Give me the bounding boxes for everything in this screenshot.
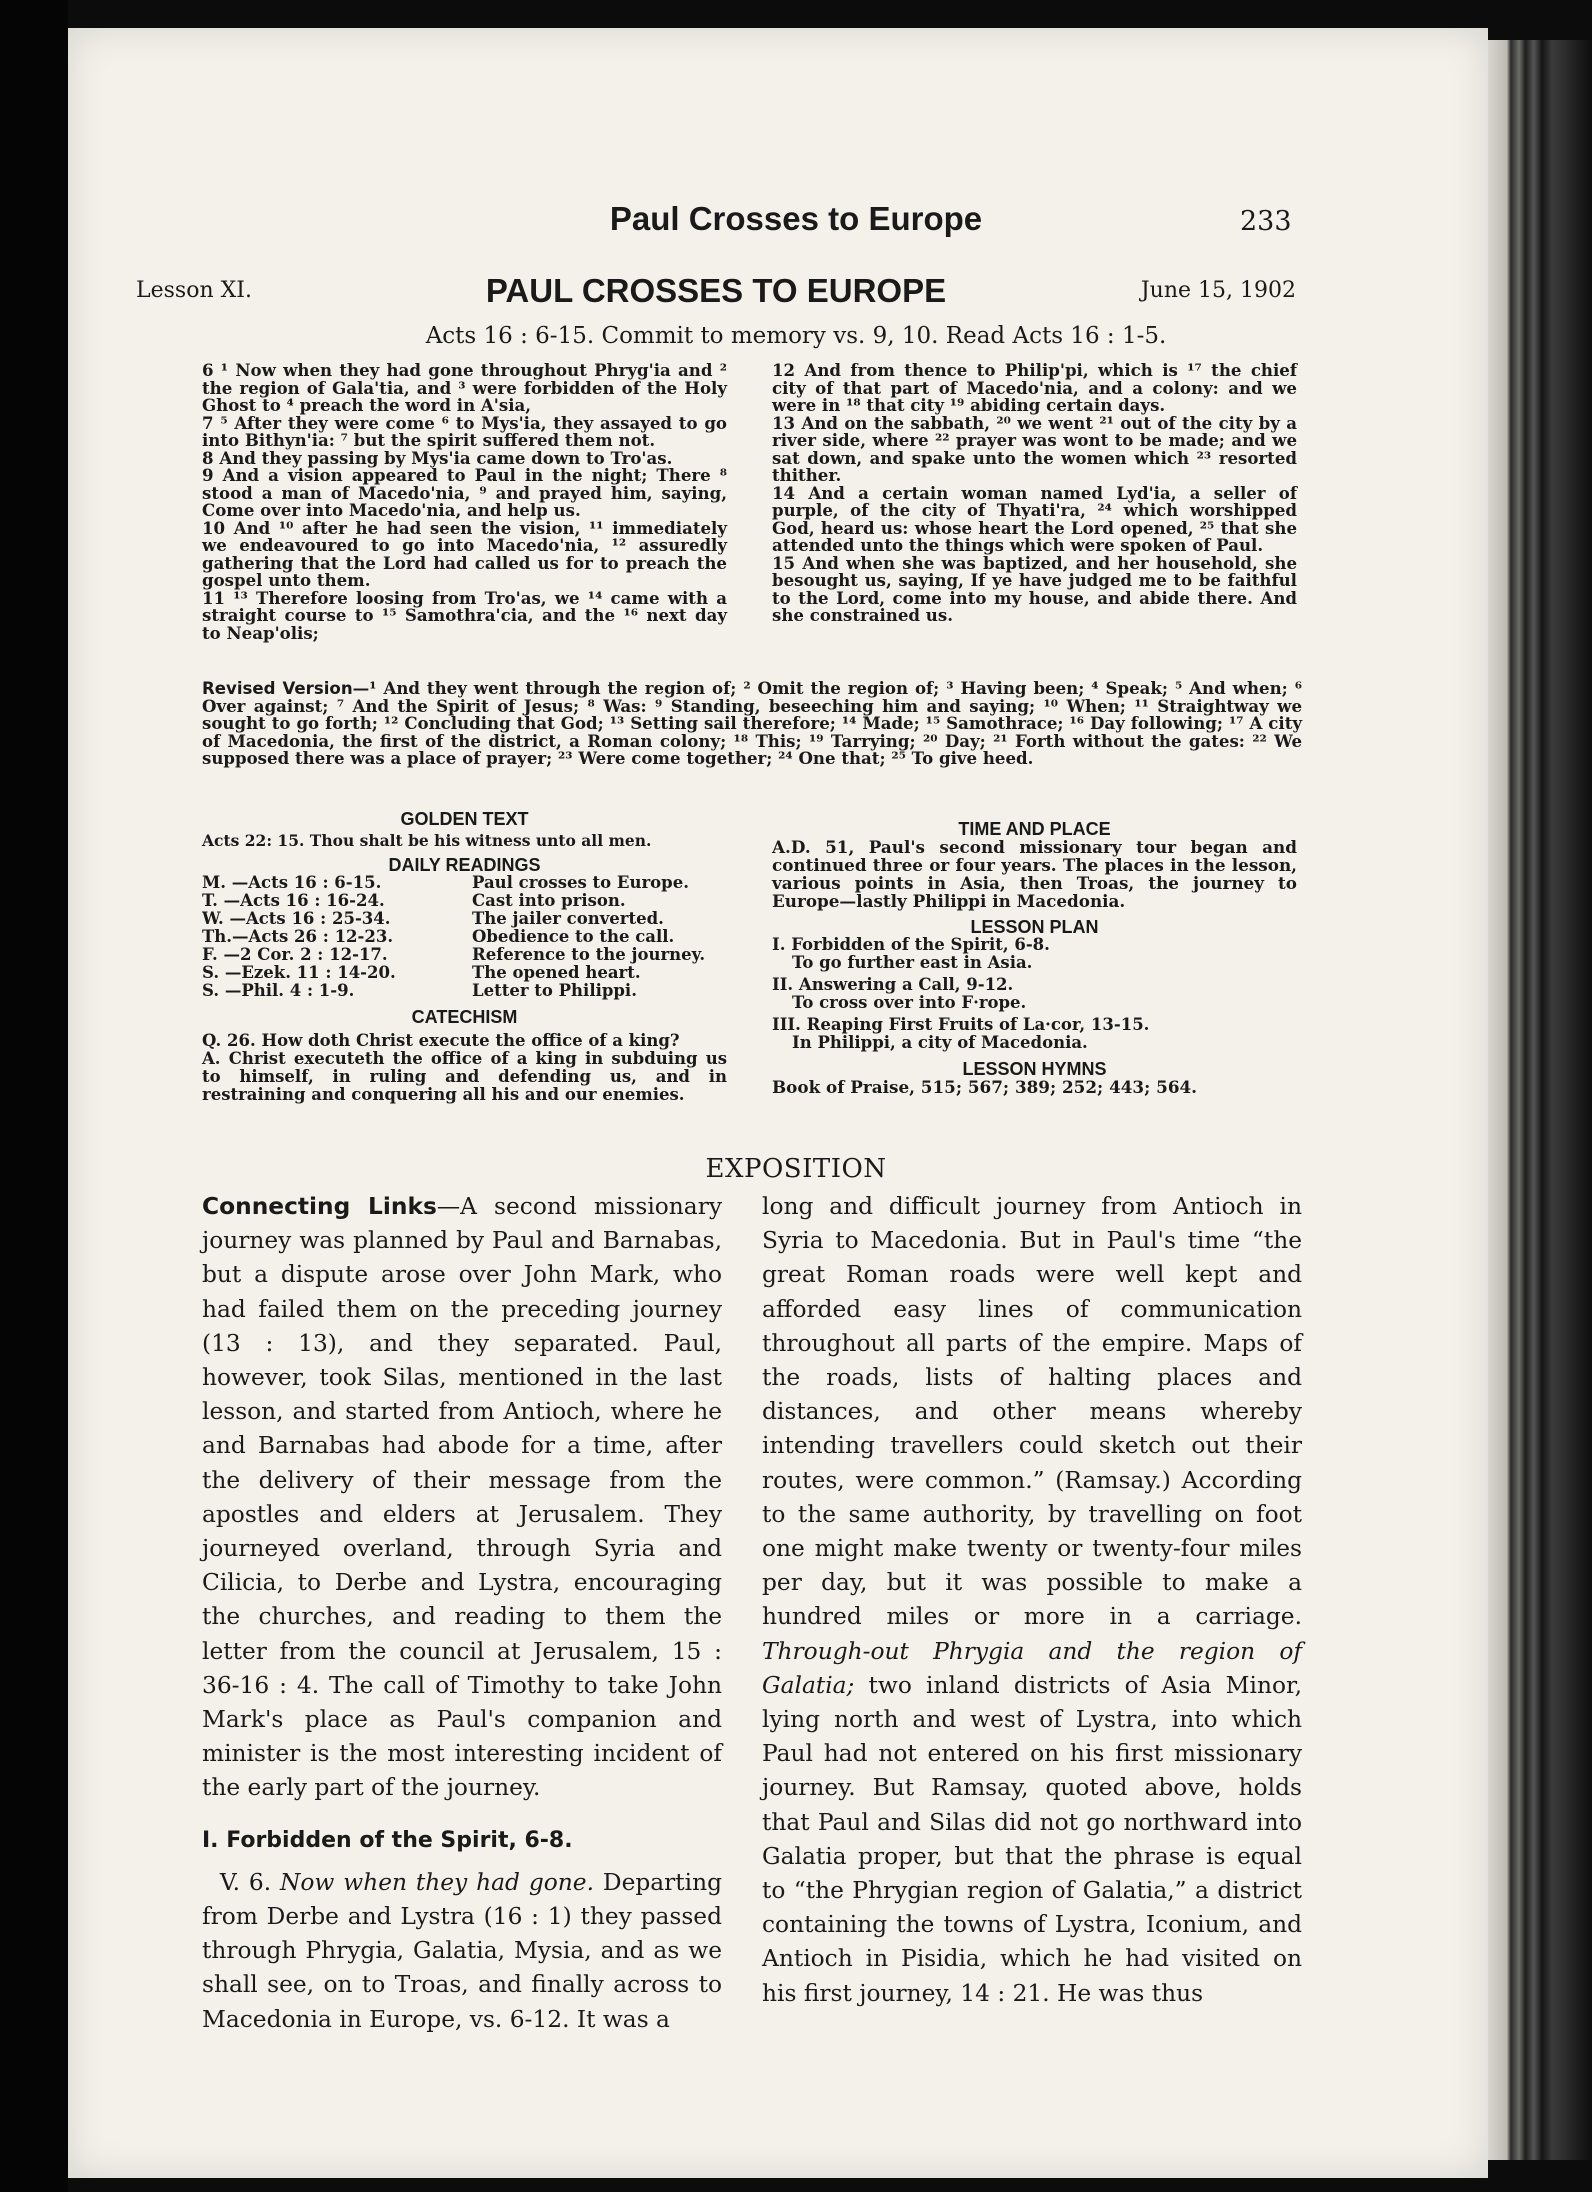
catechism-answer: A. Christ executeth the office of a king in subduing us to himself, in ruling and defending us, and in restraining and conquering all his and our enemies. — [202, 1049, 727, 1104]
verse: 7 ⁵ After they were come ⁶ to Mys'ia, they assayed to go into Bithyn'ia: ⁷ but the spirit suffered them not. — [202, 412, 727, 450]
connecting-links-paragraph — [202, 1190, 722, 1806]
plan-item: II. Answering a Call, 9-12. — [772, 975, 1014, 994]
reading-title: Obedience to the call. — [472, 927, 675, 946]
reading-ref: W. —Acts 16 : 25-34. — [202, 909, 391, 928]
scripture-left-column — [202, 362, 727, 642]
time-place-heading: TIME AND PLACE — [958, 819, 1111, 839]
reading-title: Cast into prison. — [472, 891, 626, 910]
lesson-title-row — [136, 272, 1296, 322]
exposition-right-column — [762, 1190, 1302, 2011]
reading-title: Letter to Philippi. — [472, 981, 637, 1000]
plan-sub: To cross over into F·rope. — [792, 993, 1027, 1012]
reading-title: The opened heart. — [472, 963, 641, 982]
revised-version-notes — [202, 680, 1302, 768]
plan-sub: In Philippi, a city of Macedonia. — [792, 1033, 1088, 1052]
verse-6-paragraph — [202, 1866, 722, 2037]
page-number: 233 — [1240, 206, 1292, 237]
reading-ref: S. —Ezek. 11 : 14-20. — [202, 963, 396, 982]
exposition-left-column — [202, 1190, 722, 2037]
lesson-date: June 15, 1902 — [1140, 278, 1296, 303]
golden-text: Acts 22: 15. Thou shalt be his witness unto all men. — [202, 831, 652, 850]
reading-ref: M. —Acts 16 : 6-15. — [202, 873, 382, 892]
connecting-links-text: —A second missionary journey was planned by Paul and Barnabas, but a dispute arose over John Mark, who had failed them on the preceding journey (13 : 13), and they separated. Paul, however, took Silas, mentioned in the last lesson, and started from Antioch, where he and Barnabas had abode for a time, after the delivery of their message from the apostles and elders at Jerusalem. They journeyed overland, through Syria and Cilicia, to Derbe and Lystra, encouraging the churches, and reading to them the letter from the council at Jerusalem, 15 : 36-16 : 4. The call of Timothy to take John Mark's place as Paul's companion and minister is the most interesting incident of the early part of the journey. — [202, 1193, 722, 1802]
reading-title: Reference to the journey. — [472, 945, 706, 964]
exposition-italic: Through-out Phrygia and the region of Galatia; — [762, 1637, 1302, 1699]
book-spine-edge — [1488, 40, 1592, 2160]
running-head: Paul Crosses to Europe — [609, 200, 983, 237]
verse: 9 And a vision appeared to Paul in the night; There ⁸ stood a man of Macedo'nia, ⁹ and prayed him, saying, Come over into Macedo'nia, and help us. — [202, 465, 727, 520]
plan-item: III. Reaping First Fruits of La·cor, 13-15. — [772, 1015, 1150, 1034]
connecting-links-label: Connecting Links — [202, 1193, 437, 1220]
reading-ref: Th.—Acts 26 : 12-23. — [202, 927, 394, 946]
reading-title: Paul crosses to Europe. — [472, 873, 689, 892]
table-row — [202, 910, 705, 928]
time-place-text: A.D. 51, Paul's second missionary tour began and continued three or four years. The places in the lesson, various points in Asia, then Troas, the journey to Europe—lastly Philippi in Macedonia. — [772, 837, 1297, 911]
plan-item: I. Forbidden of the Spirit, 6-8. — [772, 935, 1050, 954]
reading-ref: F. —2 Cor. 2 : 12-17. — [202, 945, 388, 964]
lesson-title: PAUL CROSSES TO EUROPE — [485, 272, 947, 309]
exposition-heading: EXPOSITION — [705, 1154, 887, 1184]
table-row — [202, 982, 705, 1000]
exposition-text: two inland districts of Asia Minor, lying north and west of Lystra, into which Paul had not entered on his first missionary journey. But Ramsay, quoted above, holds that Paul and Silas did not go northward into Galatia proper, but that the phrase is equal to “the Phrygian region of Galatia,” a district containing the towns of Lystra, Iconium, and Antioch in Pisidia, which he had visited on his first journey, 14 : 21. He was thus — [762, 1671, 1302, 2007]
catechism-heading: CATECHISM — [411, 1007, 518, 1027]
revised-version-label: Revised Version — [202, 679, 353, 698]
scripture-right-column — [772, 362, 1297, 625]
verse-phrase: Now when they had gone. — [280, 1868, 594, 1896]
plan-sub: To go further east in Asia. — [792, 953, 1033, 972]
reading-ref: T. —Acts 16 : 16-24. — [202, 891, 385, 910]
reading-title: The jailer converted. — [472, 909, 664, 928]
table-row — [202, 964, 705, 982]
daily-readings-table — [202, 874, 705, 1000]
revised-version-text: —¹ And they went through the region of; ² Omit the region of; ³ Having been; ⁴ Speak; ⁵ And when; ⁶ Over against; ⁷ And the Spirit of Jesus; ⁸ Was: ⁹ Standing, beseeching him and saying; ¹⁰ When; ¹¹ Straightway we sought to go forth; ¹² Concluding that God; ¹³ Setting sail therefore; ¹⁴ Made; ¹⁵ Samothrace; ¹⁶ Day following; ¹⁷ A city of Macedonia, the first of the district, a Roman colony; ¹⁸ This; ¹⁹ Tarrying; ²⁰ Day; ²¹ Forth without the gates: ²² We supposed there was a place of prayer; ²³ Were come together; ²⁴ One that; ²⁵ To give heed. — [202, 678, 1302, 768]
helps-right-column — [772, 820, 1297, 1096]
verse: 14 And a certain woman named Lyd'ia, a seller of purple, of the city of Thyati'ra, ²⁴ which worshipped God, heard us: whose heart the Lord opened, ²⁵ that she attended unto the things which were spoken of Paul. — [772, 482, 1297, 555]
table-row — [202, 928, 705, 946]
verse-6-text: Departing from Derbe and Lystra (16 : 1) they passed through Phrygia, Galatia, Mysia, and as we shall see, on to Troas, and finally across to Macedonia in Europe, vs. 6-12. It was a — [202, 1868, 723, 2033]
verse: 6 ¹ Now when they had gone throughout Phryg'ia and ² the region of Gala'tia, and ³ were forbidden of the Holy Ghost to ⁴ preach the word in A'sia, — [202, 360, 727, 415]
section-heading: I. Forbidden of the Spirit, 6-8. — [202, 1827, 573, 1853]
verse: 15 And when she was baptized, and her household, she besought us, saying, If ye have judged me to be faithful to the Lord, come into my house, and abide there. And she constrained us. — [772, 552, 1297, 625]
verse: 10 And ¹⁰ after he had seen the vision, ¹¹ immediately we endeavoured to go into Macedo'nia, ¹² assuredly gathering that the Lord had called us for to preach the gospel unto them. — [202, 517, 727, 590]
verse: 11 ¹³ Therefore loosing from Tro'as, we ¹⁴ came with a straight course to ¹⁵ Samothra'cia, and the ¹⁶ next day to Neap'olis; — [202, 587, 727, 643]
table-row — [202, 874, 705, 892]
helps-left-column — [202, 810, 727, 1104]
table-row — [202, 946, 705, 964]
reading-ref: S. —Phil. 4 : 1-9. — [202, 981, 355, 1000]
catechism-question: Q. 26. How doth Christ execute the office of a king? — [202, 1031, 680, 1050]
verse: 12 And from thence to Philip'pi, which is ¹⁷ the chief city of that part of Macedo'nia, and a colony: and we were in ¹⁸ that city ¹⁹ abiding certain days. — [772, 360, 1297, 415]
table-row — [202, 892, 705, 910]
lesson-plan-heading: LESSON PLAN — [970, 917, 1099, 937]
lesson-hymns-text: Book of Praise, 515; 567; 389; 252; 443; 564. — [772, 1077, 1198, 1097]
lesson-reference: Acts 16 : 6-15. Commit to memory vs. 9, 10. Read Acts 16 : 1-5. — [425, 323, 1167, 349]
verse: 8 And they passing by Mys'ia came down to Tro'as. — [202, 447, 673, 468]
verse-label: V. 6. — [219, 1868, 272, 1896]
lesson-number: Lesson XI. — [136, 278, 252, 303]
lesson-hymns-heading: LESSON HYMNS — [962, 1059, 1107, 1079]
exposition-text: long and difficult journey from Antioch in Syria to Macedonia. But in Paul's time “the great Roman roads were well kept and afforded easy lines of communication throughout all parts of the empire. Maps of the roads, lists of halting places and distances, and other means whereby intending travellers could sketch out their routes, were common.” (Ramsay.) According to the same authority, by travelling on foot one might make twenty or twenty-four miles per day, but it was possible to make a hundred miles or more in a carriage. — [762, 1193, 1302, 1631]
exposition-right-paragraph — [762, 1190, 1302, 2011]
daily-readings-heading: DAILY READINGS — [388, 855, 541, 875]
verse: 13 And on the sabbath, ²⁰ we went ²¹ out of the city by a river side, where ²² prayer was wont to be made; and we sat down, and spake unto the women which ²³ resorted thither. — [772, 412, 1297, 485]
golden-text-heading: GOLDEN TEXT — [400, 809, 529, 829]
